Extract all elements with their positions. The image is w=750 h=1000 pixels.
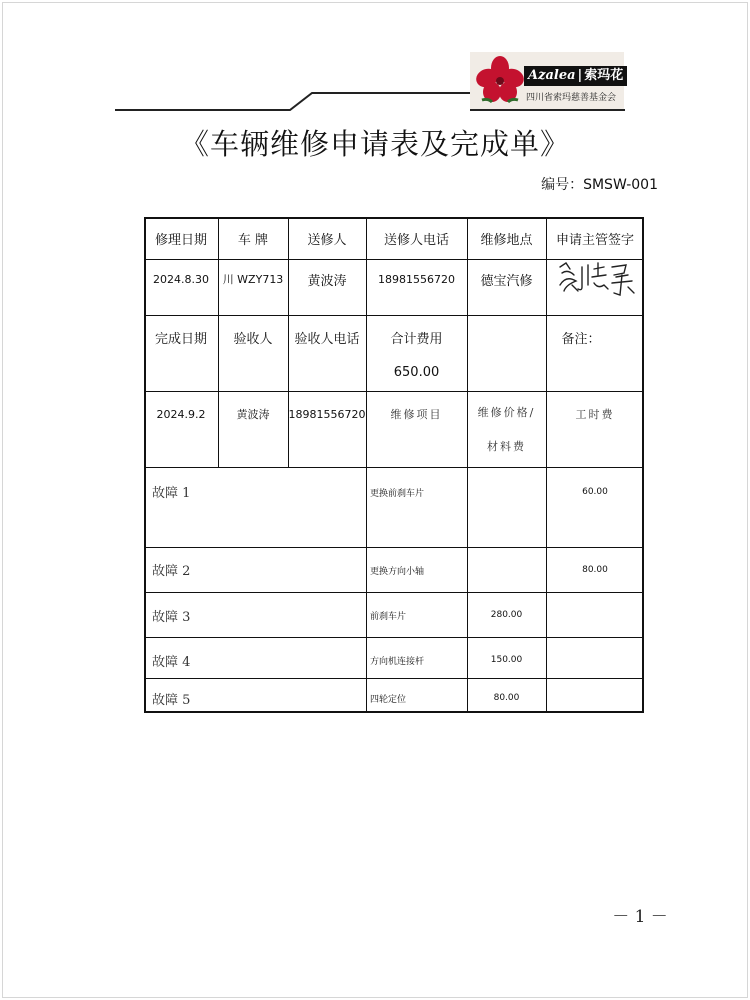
header-material-cost: 材料费 — [487, 440, 526, 453]
header-receiver: 验收人 — [233, 331, 273, 347]
header-repair-date: 修理日期 — [154, 232, 207, 248]
serial-number: 编号：SMSW-001 — [541, 177, 658, 193]
table-hline — [144, 678, 644, 679]
header-sender-phone: 送修人电话 — [383, 232, 449, 248]
header-repair-item: 维修项目 — [390, 408, 443, 421]
header-sender: 送修人 — [307, 232, 347, 248]
header-receiver-phone: 验收人电话 — [294, 331, 360, 347]
fault-4-price: 150.00 — [490, 655, 523, 665]
document-title: 《车辆维修申请表及完成单》 — [179, 127, 570, 161]
fault-5-item: 四轮定位 — [370, 694, 407, 705]
fault-2-label: 故障 2 — [152, 563, 191, 579]
supervisor-signature — [554, 255, 640, 299]
fault-4-label: 故障 4 — [152, 654, 191, 670]
fault-1-label: 故障 1 — [152, 485, 191, 501]
page-number: － 1 － — [612, 907, 668, 927]
sender-value: 黄波涛 — [307, 273, 347, 289]
plate-value: 川 WZY713 — [222, 273, 284, 286]
table-border-bottom — [144, 711, 644, 713]
fault-2-item: 更换方向小轴 — [370, 566, 425, 577]
header-location: 维修地点 — [480, 232, 533, 248]
fault-4-item: 方向机连接杆 — [370, 656, 425, 667]
table-hline — [144, 637, 644, 638]
fault-3-label: 故障 3 — [152, 609, 191, 625]
receiver-value: 黄波涛 — [236, 408, 270, 421]
fault-3-price: 280.00 — [490, 610, 523, 620]
table-hline — [144, 467, 644, 468]
completion-date-value: 2024.9.2 — [156, 407, 206, 421]
fault-5-label: 故障 5 — [152, 692, 191, 708]
sender-phone-value: 18981556720 — [378, 272, 455, 286]
fault-1-item: 更换前刹车片 — [370, 488, 425, 499]
table-hline — [144, 391, 644, 392]
total-cost-value: 650.00 — [393, 364, 440, 380]
header-supervisor-signature: 申请主管签字 — [555, 232, 634, 248]
header-rule-line — [0, 0, 750, 120]
repair-form-table — [144, 217, 644, 713]
header-total-cost: 合计费用 — [390, 331, 443, 347]
receiver-phone-value: 18981556720 — [288, 407, 366, 421]
table-hline — [144, 592, 644, 593]
logo-brand-cn: 索玛花 — [584, 68, 624, 83]
table-border-right — [642, 217, 644, 713]
header-labor-cost: 工时费 — [575, 408, 615, 421]
fault-1-labor: 60.00 — [582, 487, 608, 497]
repair-date-value: 2024.8.30 — [153, 272, 209, 286]
azalea-flower-icon — [474, 54, 526, 106]
header-remarks: 备注： — [561, 331, 601, 347]
header-plate: 车 牌 — [237, 232, 269, 248]
fault-5-price: 80.00 — [493, 693, 520, 703]
location-value: 德宝汽修 — [480, 273, 533, 289]
table-vline — [546, 217, 547, 713]
logo-brand-text: Azalea | 索玛花 — [524, 66, 627, 86]
fault-2-labor: 80.00 — [582, 565, 608, 575]
foundation-logo — [470, 52, 624, 109]
fault-3-item: 前刹车片 — [370, 611, 407, 622]
table-hline — [144, 547, 644, 548]
header-repair-price: 维修价格/ — [477, 406, 536, 419]
header-completion-date: 完成日期 — [154, 331, 207, 347]
logo-org-name: 四川省索玛慈善基金会 — [526, 93, 617, 103]
logo-brand-en: Azalea — [528, 68, 576, 83]
